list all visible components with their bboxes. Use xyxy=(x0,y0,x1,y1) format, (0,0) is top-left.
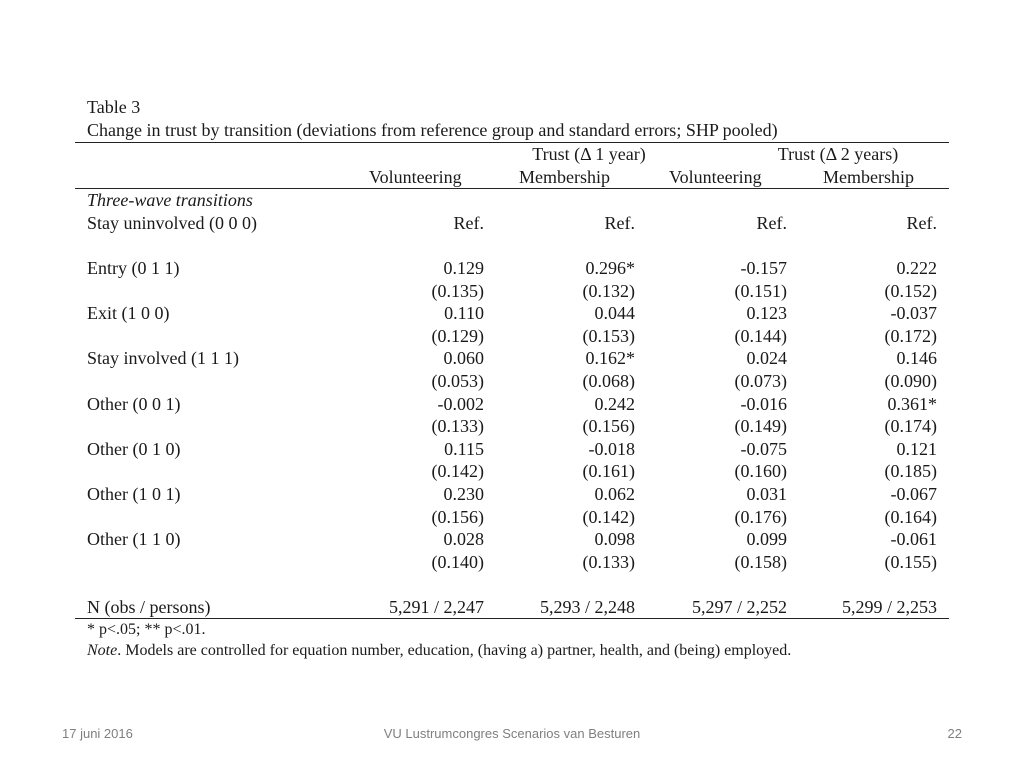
standard-error-cell: (0.164) xyxy=(884,506,937,527)
standard-error-cell: (0.185) xyxy=(884,461,937,482)
standard-error-cell: (0.149) xyxy=(734,416,787,437)
column-header: Volunteering xyxy=(669,166,762,187)
footer-date: 17 juni 2016 xyxy=(62,726,133,741)
coefficient-cell: 0.060 xyxy=(443,348,484,369)
row-label: Stay involved (1 1 1) xyxy=(87,348,239,369)
footer-page-number: 22 xyxy=(947,726,962,741)
coefficient-cell: -0.157 xyxy=(740,257,787,278)
row-label: Stay uninvolved (0 0 0) xyxy=(87,212,257,233)
coefficient-cell: 0.222 xyxy=(896,257,937,278)
coefficient-cell: 0.361* xyxy=(887,393,937,414)
table-row-se xyxy=(75,280,949,303)
table-row xyxy=(75,483,949,506)
coefficient-cell: 0.121 xyxy=(896,438,937,459)
coefficient-cell: -0.002 xyxy=(437,393,484,414)
standard-error-cell: (0.140) xyxy=(431,551,484,572)
row-label: Other (0 0 1) xyxy=(87,393,181,414)
standard-error-cell: (0.174) xyxy=(884,416,937,437)
cell: 5,293 / 2,248 xyxy=(539,596,635,617)
standard-error-cell: (0.129) xyxy=(431,325,484,346)
table-body xyxy=(75,257,949,573)
group-header-row xyxy=(75,143,949,166)
standard-error-cell: (0.142) xyxy=(582,506,635,527)
coefficient-cell: 0.123 xyxy=(746,303,787,324)
table-row xyxy=(75,257,949,280)
standard-error-cell: (0.172) xyxy=(884,325,937,346)
coefficient-cell: -0.061 xyxy=(890,529,937,550)
coefficient-cell: 0.098 xyxy=(594,529,635,550)
standard-error-cell: (0.142) xyxy=(431,461,484,482)
cell: Ref. xyxy=(906,212,937,233)
standard-error-cell: (0.151) xyxy=(734,280,787,301)
coefficient-cell: 0.129 xyxy=(443,257,484,278)
cell: 5,291 / 2,247 xyxy=(388,596,484,617)
significance-note: * p<.05; ** p<.01. xyxy=(87,621,206,639)
standard-error-cell: (0.160) xyxy=(734,461,787,482)
column-header: Membership xyxy=(519,166,610,187)
table-row xyxy=(75,393,949,416)
row-label: Other (0 1 0) xyxy=(87,438,181,459)
cell: 5,297 / 2,252 xyxy=(691,596,787,617)
standard-error-cell: (0.073) xyxy=(734,370,787,391)
coefficient-cell: 0.028 xyxy=(443,529,484,550)
row-label: Exit (1 0 0) xyxy=(87,303,170,324)
column-header: Membership xyxy=(823,166,914,187)
standard-error-cell: (0.161) xyxy=(582,461,635,482)
coefficient-cell: -0.075 xyxy=(740,438,787,459)
n-row xyxy=(75,596,949,619)
standard-error-cell: (0.133) xyxy=(431,416,484,437)
row-label: Other (1 1 0) xyxy=(87,529,181,550)
spacer-row xyxy=(75,573,949,596)
table-caption: Change in trust by transition (deviations from reference group and standard errors; SHP pooled) xyxy=(87,120,778,140)
standard-error-cell: (0.158) xyxy=(734,551,787,572)
coefficient-cell: 0.062 xyxy=(594,483,635,504)
standard-error-cell: (0.133) xyxy=(582,551,635,572)
standard-error-cell: (0.144) xyxy=(734,325,787,346)
standard-error-cell: (0.068) xyxy=(582,370,635,391)
coefficient-cell: -0.018 xyxy=(588,438,635,459)
table-row xyxy=(75,302,949,325)
coefficient-cell: 0.242 xyxy=(594,393,635,414)
column-header: Volunteering xyxy=(369,166,462,187)
table-number: Table 3 xyxy=(87,97,141,117)
note-label: Note xyxy=(87,642,118,660)
standard-error-cell: (0.155) xyxy=(884,551,937,572)
reference-row xyxy=(75,212,949,235)
note-text: . Models are controlled for equation number, education, (having a) partner, health, and (being) employed. xyxy=(117,642,792,660)
standard-error-cell: (0.132) xyxy=(582,280,635,301)
standard-error-cell: (0.156) xyxy=(582,416,635,437)
standard-error-cell: (0.153) xyxy=(582,325,635,346)
table-note xyxy=(75,640,949,661)
table-row xyxy=(75,528,949,551)
coefficient-cell: -0.067 xyxy=(890,483,937,504)
cell: 5,299 / 2,253 xyxy=(841,596,937,617)
standard-error-cell: (0.135) xyxy=(431,280,484,301)
table-row xyxy=(75,438,949,461)
column-header-row xyxy=(75,166,949,189)
cell: Ref. xyxy=(756,212,787,233)
coefficient-cell: 0.146 xyxy=(896,348,937,369)
coefficient-cell: 0.110 xyxy=(444,303,484,324)
footer-event: VU Lustrumcongres Scenarios van Besturen xyxy=(383,726,641,741)
coefficient-cell: 0.162* xyxy=(585,348,635,369)
coefficient-cell: 0.115 xyxy=(444,438,484,459)
coefficient-cell: -0.037 xyxy=(890,303,937,324)
table-row-se xyxy=(75,506,949,529)
row-label: N (obs / persons) xyxy=(87,596,211,617)
cell: Ref. xyxy=(604,212,635,233)
section-label: Three-wave transitions xyxy=(87,190,253,211)
table-row-se xyxy=(75,460,949,483)
standard-error-cell: (0.176) xyxy=(734,506,787,527)
standard-error-cell: (0.053) xyxy=(431,370,484,391)
row-label: Entry (0 1 1) xyxy=(87,257,180,278)
coefficient-cell: 0.230 xyxy=(443,483,484,504)
standard-error-cell: (0.152) xyxy=(884,280,937,301)
group-header-2years: Trust (Δ 2 years) xyxy=(777,144,899,164)
table-row-se xyxy=(75,325,949,348)
section-row xyxy=(75,189,949,212)
coefficient-cell: 0.099 xyxy=(746,529,787,550)
coefficient-cell: 0.044 xyxy=(594,303,635,324)
row-label: Other (1 0 1) xyxy=(87,483,181,504)
coefficient-cell: 0.024 xyxy=(746,348,787,369)
table-row xyxy=(75,347,949,370)
table-row-se xyxy=(75,415,949,438)
coefficient-cell: -0.016 xyxy=(740,393,787,414)
coefficient-cell: 0.031 xyxy=(746,483,787,504)
standard-error-cell: (0.090) xyxy=(884,370,937,391)
table-row-se xyxy=(75,370,949,393)
group-header-1year: Trust (Δ 1 year) xyxy=(532,144,646,164)
table-row-se xyxy=(75,551,949,574)
coefficient-cell: 0.296* xyxy=(585,257,635,278)
standard-error-cell: (0.156) xyxy=(431,506,484,527)
results-table xyxy=(75,96,949,661)
spacer-row xyxy=(75,234,949,257)
cell: Ref. xyxy=(453,212,484,233)
